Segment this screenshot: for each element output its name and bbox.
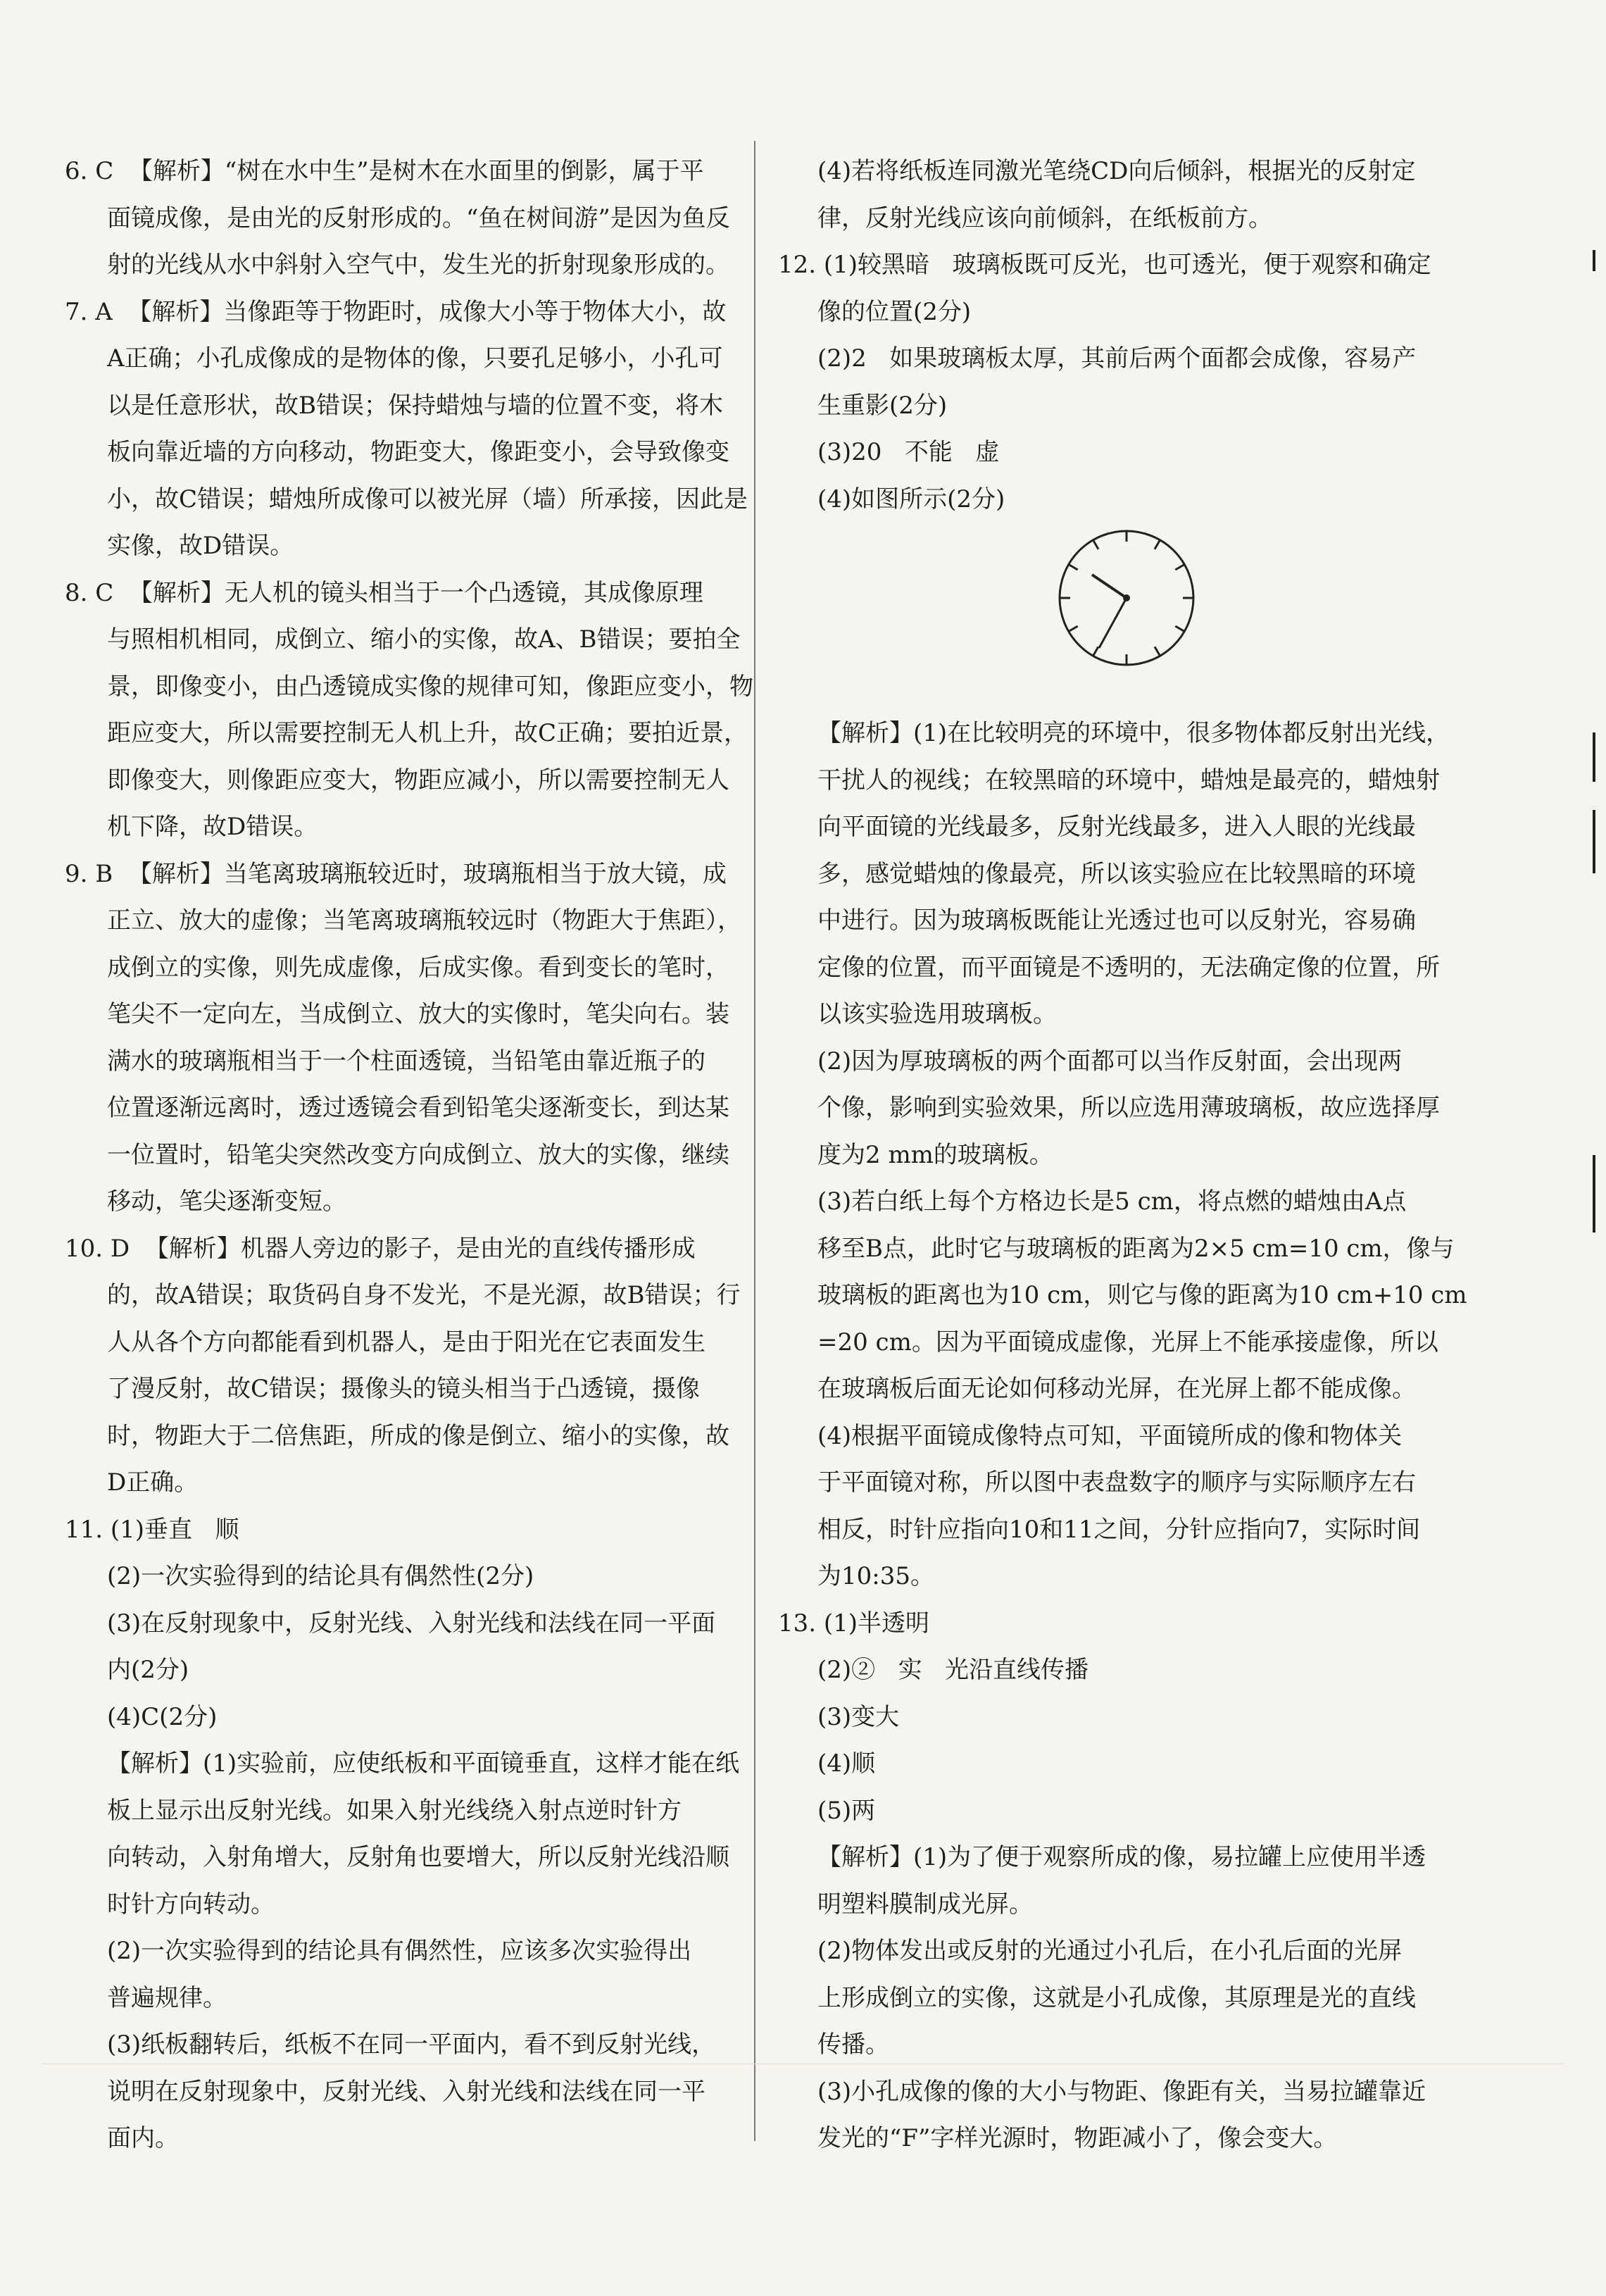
answer-line: 10. D 【解析】机器人旁边的影子，是由光的直线传播形成: [65, 1234, 696, 1263]
answer-line: 机下降，故D错误。: [107, 813, 318, 841]
answer-line: 传播。: [817, 2030, 889, 2059]
answer-line: (4)根据平面镜成像特点可知，平面镜所成的像和物体关: [817, 1421, 1403, 1450]
answer-line: (3)在反射现象中，反射光线、入射光线和法线在同一平面: [107, 1609, 716, 1637]
answer-line: 相反，时针应指向10和11之间，分针应指向7，实际时间: [817, 1515, 1421, 1544]
clock-tick: [1069, 565, 1078, 570]
answer-line: 了漫反射，故C错误；摄像头的镜头相当于凸透镜，摄像: [107, 1375, 701, 1403]
answer-line: (4)C(2分): [107, 1702, 218, 1731]
answer-line: 实像，故D错误。: [107, 532, 294, 560]
clock-tick: [1175, 565, 1184, 570]
answer-line: 像的位置(2分): [817, 297, 972, 326]
answer-line: (3)若白纸上每个方格边长是5 cm，将点燃的蜡烛由A点: [817, 1187, 1407, 1216]
answer-line: (3)20 不能 虚: [817, 438, 1000, 466]
answer-line: (2)物体发出或反射的光通过小孔后，在小孔后面的光屏: [817, 1937, 1403, 1965]
answer-line: 【解析】(1)在比较明亮的环境中，很多物体都反射出光线，: [817, 719, 1450, 747]
answer-line: 板上显示出反射光线。如果入射光线绕入射点逆时针方: [107, 1796, 682, 1825]
edge-mark: [1593, 732, 1595, 782]
answer-line: 定像的位置，而平面镜是不透明的，无法确定像的位置，所: [817, 953, 1440, 982]
answer-line: (2)因为厚玻璃板的两个面都可以当作反射面，会出现两: [817, 1047, 1403, 1075]
right-column: [778, 148, 1467, 2162]
answer-line: (2)一次实验得到的结论具有偶然性，应该多次实验得出: [107, 1937, 692, 1965]
answer-line: 以是任意形状，故B错误；保持蜡烛与墙的位置不变，将木: [107, 391, 723, 420]
answer-line: 时，物距大于二倍焦距，所成的像是倒立、缩小的实像，故: [107, 1421, 729, 1450]
answer-line: D正确。: [107, 1468, 199, 1497]
answer-line: 中进行。因为玻璃板既能让光透过也可以反射光，容易确: [817, 906, 1416, 935]
answer-line: 一位置时，铅笔尖突然改变方向成倒立、放大的实像，继续: [107, 1140, 729, 1169]
clock-center: [1123, 594, 1130, 601]
answer-line: 板向靠近墙的方向移动，物距变大，像距变小，会导致像变: [107, 438, 729, 466]
answer-line: (4)顺: [817, 1749, 876, 1778]
answer-line: 在玻璃板后面无论如何移动光屏，在光屏上都不能成像。: [817, 1375, 1416, 1403]
answer-line: 【解析】(1)为了便于观察所成的像，易拉罐上应使用半透: [817, 1843, 1426, 1871]
answer-line: A正确；小孔成像成的是物体的像，只要孔足够小，小孔可: [107, 344, 723, 373]
answer-line: 为10:35。: [817, 1562, 934, 1590]
answer-line: 7. A 【解析】当像距等于物距时，成像大小等于物体大小，故: [65, 297, 727, 326]
answer-line: 干扰人的视线；在较黑暗的环境中，蜡烛是最亮的，蜡烛射: [817, 766, 1440, 794]
clock-tick: [1155, 540, 1160, 549]
edge-mark: [1593, 250, 1595, 271]
answer-line: 12. (1)较黑暗 玻璃板既可反光，也可透光，便于观察和确定: [778, 251, 1431, 279]
answer-line: 以该实验选用玻璃板。: [817, 1000, 1057, 1028]
answer-line: (4)如图所示(2分): [817, 485, 1005, 513]
answer-line: 明塑料膜制成光屏。: [817, 1890, 1033, 1918]
answer-line: 8. C 【解析】无人机的镜头相当于一个凸透镜，其成像原理: [65, 578, 703, 607]
answer-line: (2)② 实 光沿直线传播: [817, 1656, 1089, 1684]
answer-line: 移动，笔尖逐渐变短。: [107, 1187, 346, 1216]
answer-line: 玻璃板的距离也为10 cm，则它与像的距离为10 cm+10 cm: [817, 1281, 1467, 1309]
answer-line: 小，故C错误；蜡烛所成像可以被光屏（墙）所承接，因此是: [107, 485, 748, 513]
answer-line: 【解析】(1)实验前，应使纸板和平面镜垂直，这样才能在纸: [107, 1749, 740, 1778]
answer-line: 上形成倒立的实像，这就是小孔成像，其原理是光的直线: [817, 1983, 1416, 2012]
answer-line: 的，故A错误；取货码自身不发光，不是光源，故B错误；行: [107, 1281, 741, 1309]
minute-hand: [1099, 598, 1127, 648]
left-column: [65, 148, 753, 2162]
answer-line: 向转动，入射角增大，反射角也要增大，所以反射光线沿顺: [107, 1843, 729, 1871]
answer-line: 人从各个方向都能看到机器人，是由于阳光在它表面发生: [107, 1328, 705, 1356]
answer-line: 生重影(2分): [817, 391, 948, 420]
clock-tick: [1093, 540, 1099, 549]
answer-line: 内(2分): [107, 1656, 189, 1684]
answer-line: 射的光线从水中斜射入空气中，发生光的折射现象形成的。: [107, 251, 729, 279]
answer-line: 与照相机相同，成倒立、缩小的实像，故A、B错误；要拍全: [107, 625, 741, 654]
clock-face-figure: [1053, 524, 1200, 672]
clock-tick: [1155, 647, 1160, 656]
answer-line: 位置逐渐远离时，透过透镜会看到铅笔尖逐渐变长，到达某: [107, 1094, 729, 1122]
answer-line: 正立、放大的虚像；当笔离玻璃瓶较远时（物距大于焦距），: [107, 906, 741, 935]
answer-line: 即像变大，则像距应变大，物距应减小，所以需要控制无人: [107, 766, 729, 794]
answer-line: 景，即像变小，由凸透镜成实像的规律可知，像距应变小，物: [107, 672, 753, 701]
answer-line: 于平面镜对称，所以图中表盘数字的顺序与实际顺序左右: [817, 1468, 1416, 1497]
answer-line: 普遍规律。: [107, 1983, 227, 2012]
answer-line: 度为2 mm的玻璃板。: [817, 1140, 1053, 1169]
answer-line: (4)若将纸板连同激光笔绕CD向后倾斜，根据光的反射定: [817, 157, 1416, 185]
answer-line: 向平面镜的光线最多，反射光线最多，进入人眼的光线最: [817, 813, 1416, 841]
answer-line: 成倒立的实像，则先成虚像，后成实像。看到变长的笔时，: [107, 953, 729, 982]
clock-tick: [1175, 626, 1184, 632]
answer-line: (5)两: [817, 1796, 876, 1825]
answer-line: 9. B 【解析】当笔离玻璃瓶较近时，玻璃瓶相当于放大镜，成: [65, 859, 727, 888]
edge-mark: [1593, 810, 1595, 873]
answer-line: 个像，影响到实验效果，所以应选用薄玻璃板，故应选择厚: [817, 1094, 1440, 1122]
answer-line: 时针方向转动。: [107, 1890, 275, 1918]
hour-hand: [1092, 575, 1127, 598]
answer-line: 11. (1)垂直 顺: [65, 1515, 239, 1544]
answer-line: 移至B点，此时它与玻璃板的距离为2×5 cm=10 cm，像与: [817, 1234, 1455, 1263]
edge-mark: [1593, 1155, 1595, 1233]
answer-line: 距应变大，所以需要控制无人机上升，故C正确；要拍近景，: [107, 719, 748, 747]
answer-line: 说明在反射现象中，反射光线、入射光线和法线在同一平: [107, 2077, 705, 2106]
answer-line: 多，感觉蜡烛的像最亮，所以该实验应在比较黑暗的环境: [817, 859, 1416, 888]
answer-line: 面内。: [107, 2124, 179, 2152]
clock-tick: [1093, 647, 1099, 656]
answer-line: 面镜成像，是由光的反射形成的。“鱼在树间游”是因为鱼反: [107, 204, 730, 232]
answer-line: (3)变大: [817, 1702, 900, 1731]
clock-tick: [1069, 626, 1078, 632]
answer-line: (2)一次实验得到的结论具有偶然性(2分): [107, 1562, 534, 1590]
answer-line: 6. C 【解析】“树在水中生”是树木在水面里的倒影，属于平: [65, 157, 704, 185]
column-divider: [754, 141, 755, 2141]
answer-line: (2)2 如果玻璃板太厚，其前后两个面都会成像，容易产: [817, 344, 1417, 373]
answer-line: 13. (1)半透明: [778, 1609, 930, 1637]
answer-line: 发光的“F”字样光源时，物距减小了，像会变大。: [817, 2124, 1338, 2152]
answer-line: 满水的玻璃瓶相当于一个柱面透镜，当铅笔由靠近瓶子的: [107, 1047, 705, 1075]
answer-line: 律，反射光线应该向前倾斜，在纸板前方。: [817, 204, 1272, 232]
answer-line: 笔尖不一定向左，当成倒立、放大的实像时，笔尖向右。装: [107, 1000, 729, 1028]
answer-line: (3)纸板翻转后，纸板不在同一平面内，看不到反射光线，: [107, 2030, 716, 2059]
answer-line: (3)小孔成像的像的大小与物距、像距有关，当易拉罐靠近: [817, 2077, 1426, 2106]
answer-line: =20 cm。因为平面镜成虚像，光屏上不能承接虚像，所以: [817, 1328, 1438, 1356]
